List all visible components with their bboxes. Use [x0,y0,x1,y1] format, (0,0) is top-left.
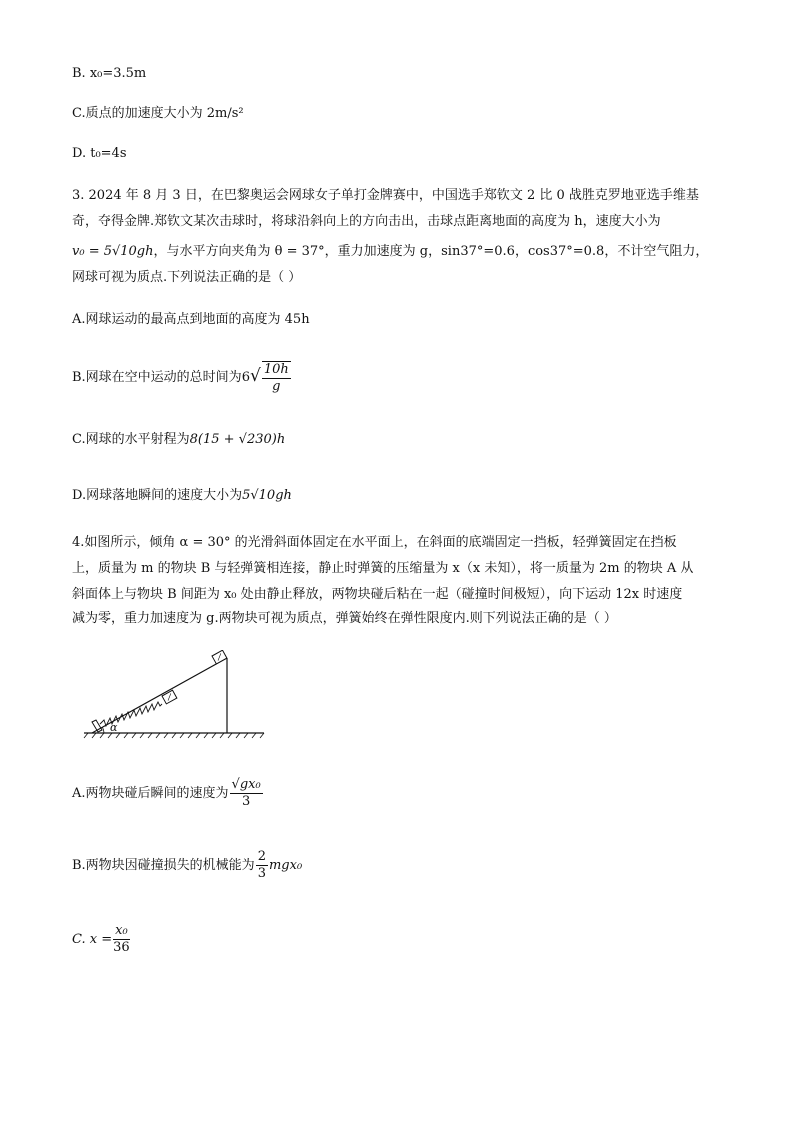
q4-option-a-den: 3 [241,794,251,809]
q2-option-b: B. x₀=3.5m [72,66,147,81]
q4-option-a-text: A.两物块碰后瞬间的速度为 [72,786,229,801]
q3-option-d-expr: 5√10gh [242,488,292,503]
q4-option-a-fraction [230,777,263,810]
q4-stem-line2: 上，质量为 m 的物块 B 与轻弹簧相连接，静止时弹簧的压缩量为 x（x 未知），将一质量为 2m 的物块 A 从 [72,561,694,576]
q4-option-c [72,922,732,958]
q4-stem-line3: 斜面体上与物块 B 间距为 x₀ 处由静止释放，两物块碰后粘在一起（碰撞时间极短），向下运动 12x 时速度 [72,587,683,602]
incline-diagram [82,650,272,740]
q4-option-c-fraction [113,923,130,956]
q3-option-c-text: C.网球的水平射程为 [72,432,190,447]
q4-option-b-den: 3 [257,866,266,881]
q3-stem-line4: 网球可视为质点.下列说法正确的是（ ） [72,270,302,285]
angle-arc [103,727,105,733]
baffle [92,720,102,732]
q4-option-a [72,776,732,812]
q3-option-c [72,430,732,450]
q4-option-b-fraction [256,849,268,882]
q3-option-b-coef: 6 [241,370,250,385]
q4-option-c-text: C. x = [72,932,113,947]
q4-option-b-text: B.两物块因碰撞损失的机械能为 [72,858,255,873]
q3-option-a: A.网球运动的最高点到地面的高度为 45h [72,312,310,327]
q4-option-b-num: 2 [257,849,266,864]
q3-option-b: B.网球在空中运动的总时间为6√ $\frac{10h}{g}$ [72,361,289,394]
q4-stem-line4: 减为零，重力加速度为 g.两物块可视为质点，弹簧始终在弹性限度内.则下列说法正确的是（ ） [72,611,617,626]
q3-stem-line2: 奇，夺得金牌.郑钦文某次击球时，将球沿斜向上的方向击出，击球点距离地面的高度为 h，速度大小为 [72,214,661,229]
q4-option-c-num: x₀ [115,923,128,938]
q3-option-b-fraction [262,361,291,395]
q4-option-a-num: √gx₀ [231,777,261,792]
q3-option-c-expr: 8(15 + √230)h [189,432,286,447]
q4-option-b [72,848,732,884]
q2-option-c: C.质点的加速度大小为 2m/s² [72,106,244,121]
q4-stem-line1: 4.如图所示，倾角 α = 30° 的光滑斜面体固定在水平面上，在斜面的底端固定一挡板，轻弹簧固定在挡板 [72,535,677,550]
q2-option-d: D. t₀=4s [72,146,127,161]
angle-alpha-label: α [110,721,118,734]
q3-v0-formula: v₀ = 5√10gh [72,244,154,259]
q3-stem-line1: 3. 2024 年 8 月 3 日，在巴黎奥运会网球女子单打金牌赛中，中国选手郑钦文 2 比 0 战胜克罗地亚选手维基 [72,188,699,203]
q3-option-d [72,486,732,506]
q4-option-b-tail: mgx₀ [268,858,303,873]
q3-option-b-text: B.网球在空中运动的总时间为 [72,370,242,385]
q3-option-d-text: D.网球落地瞬间的速度大小为 [72,488,243,503]
q4-option-c-den: 36 [113,940,130,955]
block-a [212,650,227,664]
q3-stem-line3 [72,242,732,262]
q3-option-b-num: 10h [263,361,289,377]
q3-stem-line3-rest: ，与水平方向夹角为 θ = 37°，重力加速度为 g，sin37°=0.6，cos37°=0.8，不计空气阻力， [153,244,709,259]
q3-option-b-den: g [272,378,281,394]
